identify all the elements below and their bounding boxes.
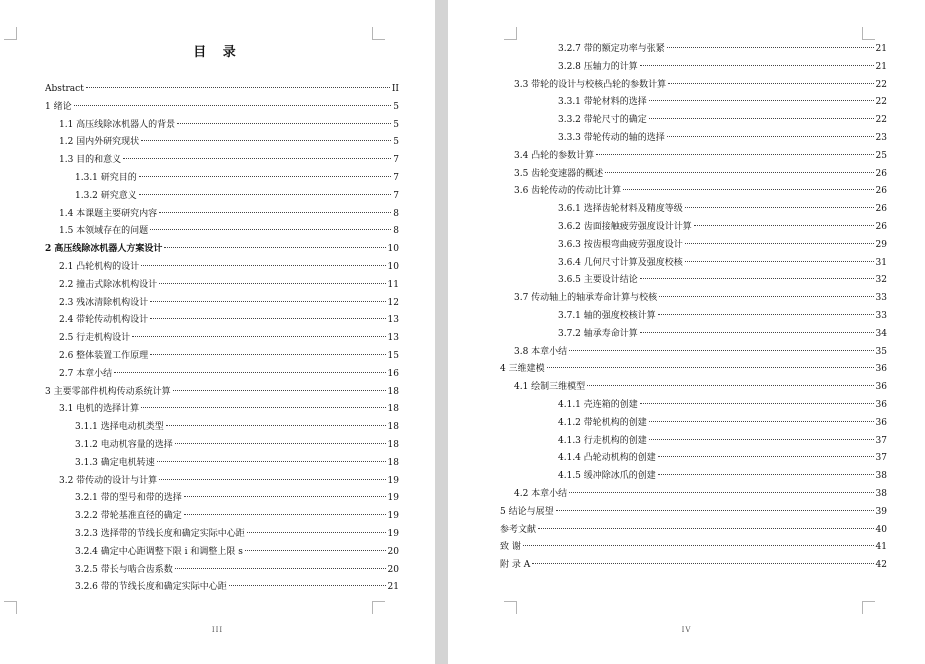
toc-entry-page-number: 5 xyxy=(393,101,399,112)
toc-entry-page-number: 26 xyxy=(875,168,887,179)
toc-entry-label: 3.6.3 按齿根弯曲疲劳强度设计 xyxy=(558,239,683,250)
toc-entry-label: 3.3.2 带轮尺寸的确定 xyxy=(558,115,647,126)
toc-entry-label: 2.3 残冰清除机构设计 xyxy=(59,297,149,308)
toc-dot-leader xyxy=(150,229,391,230)
toc-dot-leader xyxy=(556,510,874,511)
toc-entry-page-number: 7 xyxy=(393,190,399,201)
toc-entry-page-number: 11 xyxy=(387,279,399,290)
toc-dot-leader xyxy=(157,461,386,462)
toc-entry-label: 1.2 国内外研究现状 xyxy=(59,137,140,148)
page-number-footer: IV xyxy=(681,626,692,634)
toc-entry[interactable] xyxy=(528,41,887,59)
toc-entry-label: Abstract xyxy=(45,84,84,94)
toc-dot-leader xyxy=(640,65,874,66)
toc-entry-label: 3.1.1 选择电动机类型 xyxy=(75,422,164,433)
toc-entry-page-number: 20 xyxy=(387,564,399,575)
toc-entry-page-number: 22 xyxy=(875,115,887,126)
toc-entry[interactable] xyxy=(528,308,887,326)
toc-dot-leader xyxy=(569,350,873,351)
toc-entry-page-number: 31 xyxy=(875,257,887,268)
toc-entry-label: 3.6.4 几何尺寸计算及强度校核 xyxy=(558,257,683,268)
toc-dot-leader xyxy=(141,265,385,266)
toc-entry-page-number: 34 xyxy=(875,328,887,339)
crop-mark-top-left xyxy=(504,27,517,40)
toc-entry-page-number: 19 xyxy=(387,493,399,504)
toc-entry-page-number: 36 xyxy=(875,399,887,410)
toc-dot-leader xyxy=(229,585,386,586)
toc-dot-leader xyxy=(640,332,874,333)
toc-entry[interactable] xyxy=(45,490,399,508)
toc-entry-page-number: 13 xyxy=(387,333,399,344)
toc-entry[interactable] xyxy=(528,468,887,486)
toc-entry-page-number: 26 xyxy=(875,221,887,232)
toc-entry-page-number: 18 xyxy=(387,457,399,468)
toc-dot-leader xyxy=(547,367,874,368)
toc-dot-leader xyxy=(649,118,874,119)
toc-entry-page-number: 37 xyxy=(875,453,887,464)
toc-entry-page-number: 38 xyxy=(875,488,887,499)
toc-dot-leader xyxy=(587,385,873,386)
toc-entry-label: 4.1.3 行走机构的创建 xyxy=(558,435,647,446)
toc-entry-page-number: 10 xyxy=(387,244,399,255)
toc-entry[interactable] xyxy=(45,170,399,188)
toc-entry-label: 4.1.5 缓冲除冰爪的创建 xyxy=(558,471,656,482)
toc-entry-label: 4.1.2 带轮机构的创建 xyxy=(558,417,647,428)
toc-entry[interactable] xyxy=(528,433,887,451)
toc-entry-label: 3.2.3 选择带的节线长度和确定实际中心距 xyxy=(75,528,245,539)
toc-entry-label: 5 结论与展望 xyxy=(500,506,554,517)
toc-entry-page-number: 25 xyxy=(875,150,887,161)
toc-entry-label: 3.2.7 带的额定功率与张紧 xyxy=(558,44,665,54)
toc-entry-label: 1.3.1 研究目的 xyxy=(75,172,137,183)
toc-entry-label: 3.6.5 主要设计结论 xyxy=(558,275,638,286)
toc-dot-leader xyxy=(640,403,874,404)
toc-entry[interactable] xyxy=(514,486,887,504)
toc-entry-label: 1.5 本领域存在的问题 xyxy=(59,226,149,237)
toc-dot-leader xyxy=(123,158,391,159)
toc-entry-page-number: 16 xyxy=(387,368,399,379)
toc-entry-label: 2.2 撞击式除冰机构设计 xyxy=(59,279,158,290)
toc-entry[interactable] xyxy=(500,557,887,575)
toc-entry-label: 3.7.2 轴承寿命计算 xyxy=(558,328,638,339)
crop-mark-bottom-left xyxy=(4,601,17,614)
toc-entry[interactable] xyxy=(528,272,887,290)
toc-entry-label: 3.6.2 齿面接触疲劳强度设计计算 xyxy=(558,221,692,232)
toc-entry-label: 3.2 带传动的设计与计算 xyxy=(59,475,158,486)
toc-entry-label: 3.6 齿轮传动的传动比计算 xyxy=(514,186,622,197)
toc-dot-leader xyxy=(175,443,386,444)
toc-dot-leader xyxy=(538,528,874,529)
toc-entry-page-number: 19 xyxy=(387,511,399,522)
toc-entry-label: 3.3 带轮的设计与校核凸轮的参数计算 xyxy=(514,79,667,90)
toc-entry[interactable] xyxy=(45,312,399,330)
toc-dot-leader xyxy=(247,532,386,533)
toc-entry-label: 3.2.6 带的节线长度和确定实际中心距 xyxy=(75,582,227,593)
toc-entry-page-number: 21 xyxy=(387,582,399,593)
crop-mark-top-right xyxy=(372,27,385,40)
toc-entry[interactable] xyxy=(45,473,399,491)
toc-entry-page-number: 23 xyxy=(875,132,887,143)
toc-entry[interactable] xyxy=(528,94,887,112)
toc-entry-page-number: II xyxy=(391,84,399,94)
toc-entry[interactable] xyxy=(514,148,887,166)
toc-entry-label: 2.4 带轮传动机构设计 xyxy=(59,315,149,326)
toc-entry-label: 3.1.2 电动机容量的选择 xyxy=(75,439,173,450)
toc-dot-leader xyxy=(175,568,386,569)
crop-mark-bottom-right xyxy=(862,601,875,614)
toc-entry[interactable] xyxy=(514,166,887,184)
toc-entry-page-number: 36 xyxy=(875,417,887,428)
toc-dot-leader xyxy=(184,514,386,515)
toc-entry-page-number: 42 xyxy=(875,560,887,571)
toc-entry-page-number: 22 xyxy=(875,79,887,90)
toc-entry-page-number: 21 xyxy=(875,44,887,54)
toc-entry-label: 致 谢 xyxy=(500,542,521,553)
toc-entry-label: 1.1 高压线除冰机器人的背景 xyxy=(59,119,176,130)
toc-entry-page-number: 5 xyxy=(393,137,399,148)
toc-entry-page-number: 29 xyxy=(875,239,887,250)
toc-entry-page-number: 33 xyxy=(875,310,887,321)
toc-entry-page-number: 18 xyxy=(387,386,399,397)
toc-dot-leader xyxy=(164,247,385,248)
toc-entry-label: 3.7 传动轴上的轴承寿命计算与校核 xyxy=(514,293,658,304)
toc-dot-leader xyxy=(166,425,386,426)
toc-list-left xyxy=(45,81,399,597)
toc-dot-leader xyxy=(177,123,391,124)
toc-entry[interactable] xyxy=(500,361,887,379)
toc-entry[interactable] xyxy=(45,259,399,277)
toc-entry-page-number: 19 xyxy=(387,475,399,486)
toc-entry[interactable] xyxy=(45,223,399,241)
crop-mark-bottom-left xyxy=(504,601,517,614)
toc-entry-label: 2.1 凸轮机构的设计 xyxy=(59,261,140,272)
toc-entry-label: 3.6.1 选择齿轮材料及精度等级 xyxy=(558,204,683,215)
toc-dot-leader xyxy=(159,479,385,480)
toc-entry-page-number: 35 xyxy=(875,346,887,357)
toc-entry[interactable] xyxy=(45,117,399,135)
toc-dot-leader xyxy=(173,390,386,391)
toc-entry-label: 3.3.3 带轮传动的轴的选择 xyxy=(558,132,665,143)
toc-entry-page-number: 12 xyxy=(387,297,399,308)
toc-entry[interactable] xyxy=(45,206,399,224)
document-page-right[interactable] xyxy=(448,0,925,664)
toc-dot-leader xyxy=(150,301,385,302)
toc-entry-label: 4.2 本章小结 xyxy=(514,488,568,499)
toc-entry[interactable] xyxy=(500,539,887,557)
toc-entry[interactable] xyxy=(45,419,399,437)
toc-entry[interactable] xyxy=(45,384,399,402)
toc-entry[interactable] xyxy=(500,504,887,522)
toc-entry[interactable] xyxy=(45,81,399,99)
toc-entry[interactable] xyxy=(45,277,399,295)
toc-entry[interactable] xyxy=(528,112,887,130)
toc-entry[interactable] xyxy=(528,237,887,255)
toc-dot-leader xyxy=(667,47,874,48)
toc-dot-leader xyxy=(74,105,392,106)
toc-entry-page-number: 18 xyxy=(387,404,399,415)
toc-dot-leader xyxy=(532,563,873,564)
toc-entry-page-number: 8 xyxy=(393,208,399,219)
toc-entry-page-number: 21 xyxy=(875,61,887,72)
toc-dot-leader xyxy=(150,354,385,355)
toc-title: 目 录 xyxy=(193,45,242,60)
toc-entry[interactable] xyxy=(500,522,887,540)
toc-entry-label: 3.7.1 轴的强度校核计算 xyxy=(558,310,656,321)
toc-entry-label: 3.8 本章小结 xyxy=(514,346,568,357)
toc-dot-leader xyxy=(159,212,391,213)
toc-entry-page-number: 36 xyxy=(875,364,887,375)
toc-entry[interactable] xyxy=(528,219,887,237)
toc-entry-label: 2.7 本章小结 xyxy=(59,368,113,379)
toc-entry-page-number: 32 xyxy=(875,275,887,286)
toc-entry-page-number: 22 xyxy=(875,97,887,108)
page-number-footer: III xyxy=(211,626,224,634)
toc-entry-label: 1.3.2 研究意义 xyxy=(75,190,137,201)
toc-entry-label: 3.2.1 带的型号和带的选择 xyxy=(75,493,182,504)
toc-dot-leader xyxy=(685,207,874,208)
toc-dot-leader xyxy=(523,545,874,546)
toc-entry-page-number: 37 xyxy=(875,435,887,446)
toc-dot-leader xyxy=(640,278,874,279)
toc-entry[interactable] xyxy=(528,130,887,148)
toc-dot-leader xyxy=(605,172,873,173)
toc-entry[interactable] xyxy=(45,330,399,348)
toc-entry[interactable] xyxy=(514,290,887,308)
toc-entry-page-number: 18 xyxy=(387,422,399,433)
toc-entry-page-number: 40 xyxy=(875,524,887,535)
crop-mark-bottom-right xyxy=(372,601,385,614)
toc-dot-leader xyxy=(159,283,385,284)
toc-dot-leader xyxy=(139,194,392,195)
crop-mark-top-right xyxy=(862,27,875,40)
toc-entry[interactable] xyxy=(45,401,399,419)
toc-dot-leader xyxy=(184,496,386,497)
toc-entry-page-number: 41 xyxy=(875,542,887,553)
toc-entry[interactable] xyxy=(45,366,399,384)
toc-entry-label: 3.1.3 确定电机转速 xyxy=(75,457,155,468)
toc-dot-leader xyxy=(132,336,385,337)
toc-entry[interactable] xyxy=(45,508,399,526)
document-page-left[interactable] xyxy=(0,0,435,664)
toc-entry-label: 附 录 A xyxy=(500,560,531,571)
toc-entry[interactable] xyxy=(45,579,399,597)
toc-dot-leader xyxy=(245,550,386,551)
toc-entry-page-number: 15 xyxy=(387,350,399,361)
toc-entry[interactable] xyxy=(514,344,887,362)
toc-entry[interactable] xyxy=(514,77,887,95)
toc-entry-page-number: 5 xyxy=(393,119,399,130)
toc-entry-label: 3.2.5 带长与啮合齿系数 xyxy=(75,564,173,575)
toc-dot-leader xyxy=(596,154,873,155)
toc-entry[interactable] xyxy=(45,241,399,259)
toc-entry-page-number: 8 xyxy=(393,226,399,237)
toc-entry-page-number: 18 xyxy=(387,439,399,450)
toc-entry-page-number: 26 xyxy=(875,204,887,215)
toc-entry-page-number: 20 xyxy=(387,546,399,557)
toc-entry-label: 1 绪论 xyxy=(45,101,72,112)
toc-entry-label: 1.4 本课题主要研究内容 xyxy=(59,208,158,219)
toc-dot-leader xyxy=(649,439,874,440)
toc-entry-page-number: 19 xyxy=(387,528,399,539)
toc-entry-page-number: 7 xyxy=(393,155,399,166)
toc-entry[interactable] xyxy=(514,183,887,201)
toc-dot-leader xyxy=(139,176,392,177)
toc-entry-label: 3.2.8 压轴力的计算 xyxy=(558,61,638,72)
toc-entry[interactable] xyxy=(528,255,887,273)
toc-dot-leader xyxy=(685,243,874,244)
toc-entry-label: 3.2.4 确定中心距调整下限 i 和调整上限 s xyxy=(75,546,243,557)
toc-entry-label: 3.3.1 带轮材料的选择 xyxy=(558,97,647,108)
toc-dot-leader xyxy=(649,421,874,422)
toc-dot-leader xyxy=(668,83,873,84)
toc-entry-label: 3 主要零部件机构传动系统计算 xyxy=(45,386,171,397)
toc-dot-leader xyxy=(658,456,874,457)
toc-entry-page-number: 39 xyxy=(875,506,887,517)
toc-dot-leader xyxy=(114,372,385,373)
toc-entry-label: 参考文献 xyxy=(500,524,537,535)
toc-entry-page-number: 26 xyxy=(875,186,887,197)
toc-dot-leader xyxy=(694,225,874,226)
toc-dot-leader xyxy=(569,492,873,493)
toc-dot-leader xyxy=(685,261,874,262)
toc-entry-label: 3.4 凸轮的参数计算 xyxy=(514,150,595,161)
toc-entry[interactable] xyxy=(528,415,887,433)
toc-entry-page-number: 38 xyxy=(875,471,887,482)
toc-entry[interactable] xyxy=(45,99,399,117)
toc-entry[interactable] xyxy=(45,526,399,544)
toc-entry-label: 4.1.4 凸轮动机构的创建 xyxy=(558,453,656,464)
toc-entry[interactable] xyxy=(528,59,887,77)
toc-entry-page-number: 36 xyxy=(875,382,887,393)
toc-dot-leader xyxy=(658,474,874,475)
toc-dot-leader xyxy=(141,140,391,141)
toc-entry-page-number: 33 xyxy=(875,293,887,304)
toc-dot-leader xyxy=(623,189,873,190)
toc-entry-label: 4 三维建模 xyxy=(500,364,545,375)
toc-entry[interactable] xyxy=(45,134,399,152)
toc-dot-leader xyxy=(150,318,385,319)
toc-entry[interactable] xyxy=(514,379,887,397)
toc-dot-leader xyxy=(86,87,390,88)
toc-list-right xyxy=(500,41,887,575)
toc-dot-leader xyxy=(141,407,385,408)
toc-entry[interactable] xyxy=(45,437,399,455)
toc-entry-label: 3.5 齿轮变速器的概述 xyxy=(514,168,604,179)
toc-entry[interactable] xyxy=(45,455,399,473)
toc-dot-leader xyxy=(667,136,874,137)
toc-entry[interactable] xyxy=(45,544,399,562)
crop-mark-top-left xyxy=(4,27,17,40)
toc-entry-label: 2 高压线除冰机器人方案设计 xyxy=(45,244,163,255)
toc-entry[interactable] xyxy=(528,326,887,344)
toc-entry-label: 2.5 行走机构设计 xyxy=(59,333,131,344)
toc-entry-label: 3.1 电机的选择计算 xyxy=(59,404,140,415)
toc-entry[interactable] xyxy=(45,152,399,170)
toc-dot-leader xyxy=(659,296,873,297)
toc-entry[interactable] xyxy=(528,397,887,415)
toc-entry-label: 4.1.1 壳连箱的创建 xyxy=(558,399,638,410)
toc-entry-page-number: 7 xyxy=(393,172,399,183)
toc-entry[interactable] xyxy=(45,188,399,206)
toc-entry-label: 3.2.2 带轮基准直径的确定 xyxy=(75,511,182,522)
toc-entry-page-number: 10 xyxy=(387,261,399,272)
toc-entry[interactable] xyxy=(45,562,399,580)
toc-dot-leader xyxy=(658,314,874,315)
toc-entry[interactable] xyxy=(528,450,887,468)
toc-dot-leader xyxy=(649,100,874,101)
toc-entry[interactable] xyxy=(45,348,399,366)
toc-entry-label: 1.3 目的和意义 xyxy=(59,155,122,166)
toc-entry-page-number: 13 xyxy=(387,315,399,326)
toc-entry[interactable] xyxy=(45,295,399,313)
toc-entry[interactable] xyxy=(528,201,887,219)
toc-entry-label: 4.1 绘制三维模型 xyxy=(514,382,586,393)
toc-entry-label: 2.6 整体装置工作原理 xyxy=(59,350,149,361)
